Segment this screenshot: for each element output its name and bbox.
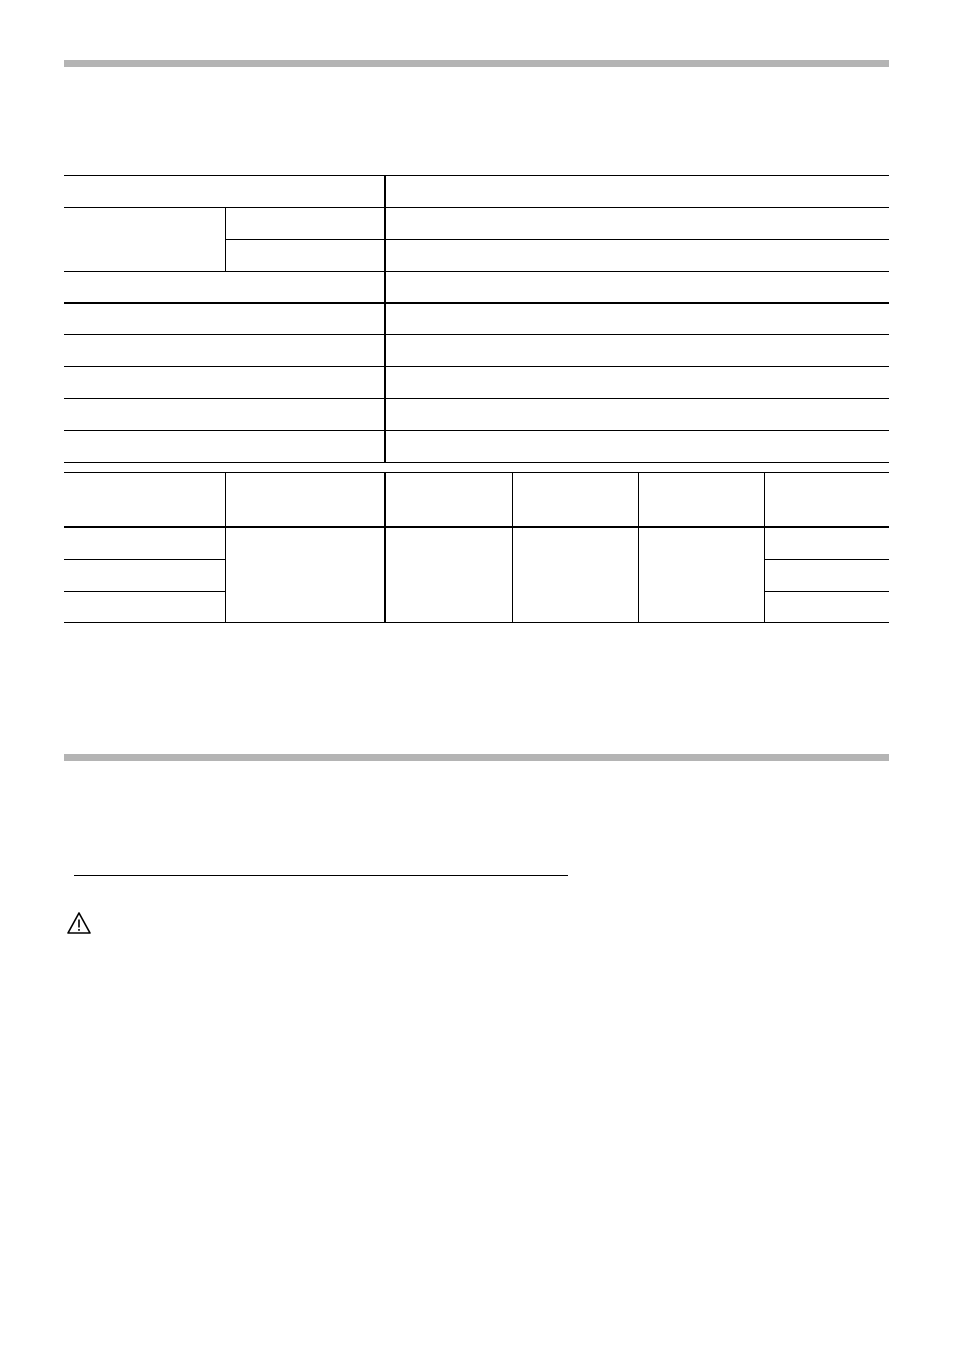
grid-header: [226, 473, 384, 526]
grid-cell: [64, 592, 225, 622]
specs-label: [64, 367, 384, 398]
grid-cell: [386, 528, 512, 622]
specs-label: [64, 272, 384, 302]
grid-header: [64, 473, 225, 526]
grid-header: [386, 473, 512, 526]
specs-label: [64, 399, 384, 430]
specs-label: [64, 304, 384, 334]
specs-label: [64, 176, 384, 207]
specs-value: [386, 304, 889, 334]
grid-cell: [64, 560, 225, 591]
grid-header: [765, 473, 889, 526]
grid-header: [639, 473, 764, 526]
second-section-rule: [64, 754, 889, 761]
grid-cell: [513, 528, 638, 622]
heading-underline: [74, 875, 568, 876]
grid-cell: [765, 528, 889, 559]
specs-value: [386, 367, 889, 398]
specs-value: [386, 240, 889, 271]
underlined-heading: [74, 856, 568, 874]
grid-cell: [64, 528, 225, 559]
grid-header: [513, 473, 638, 526]
specs-sublabel: [226, 208, 384, 239]
specs-label: [64, 208, 225, 271]
warning-triangle-icon: [66, 911, 92, 935]
top-section-rule: [64, 60, 889, 67]
specs-value: [386, 208, 889, 239]
specs-label: [64, 335, 384, 366]
grid-cell: [639, 528, 764, 622]
grid-cell: [226, 528, 384, 622]
specs-value: [386, 431, 889, 462]
grid-cell: [765, 592, 889, 622]
specs-value: [386, 176, 889, 207]
grid-cell: [765, 560, 889, 591]
specs-value: [386, 399, 889, 430]
specs-table-line: [64, 462, 889, 463]
specs-value: [386, 335, 889, 366]
specs-value: [386, 272, 889, 302]
grid-table-line: [64, 622, 889, 623]
specs-label: [64, 431, 384, 462]
specs-sublabel: [226, 240, 384, 271]
